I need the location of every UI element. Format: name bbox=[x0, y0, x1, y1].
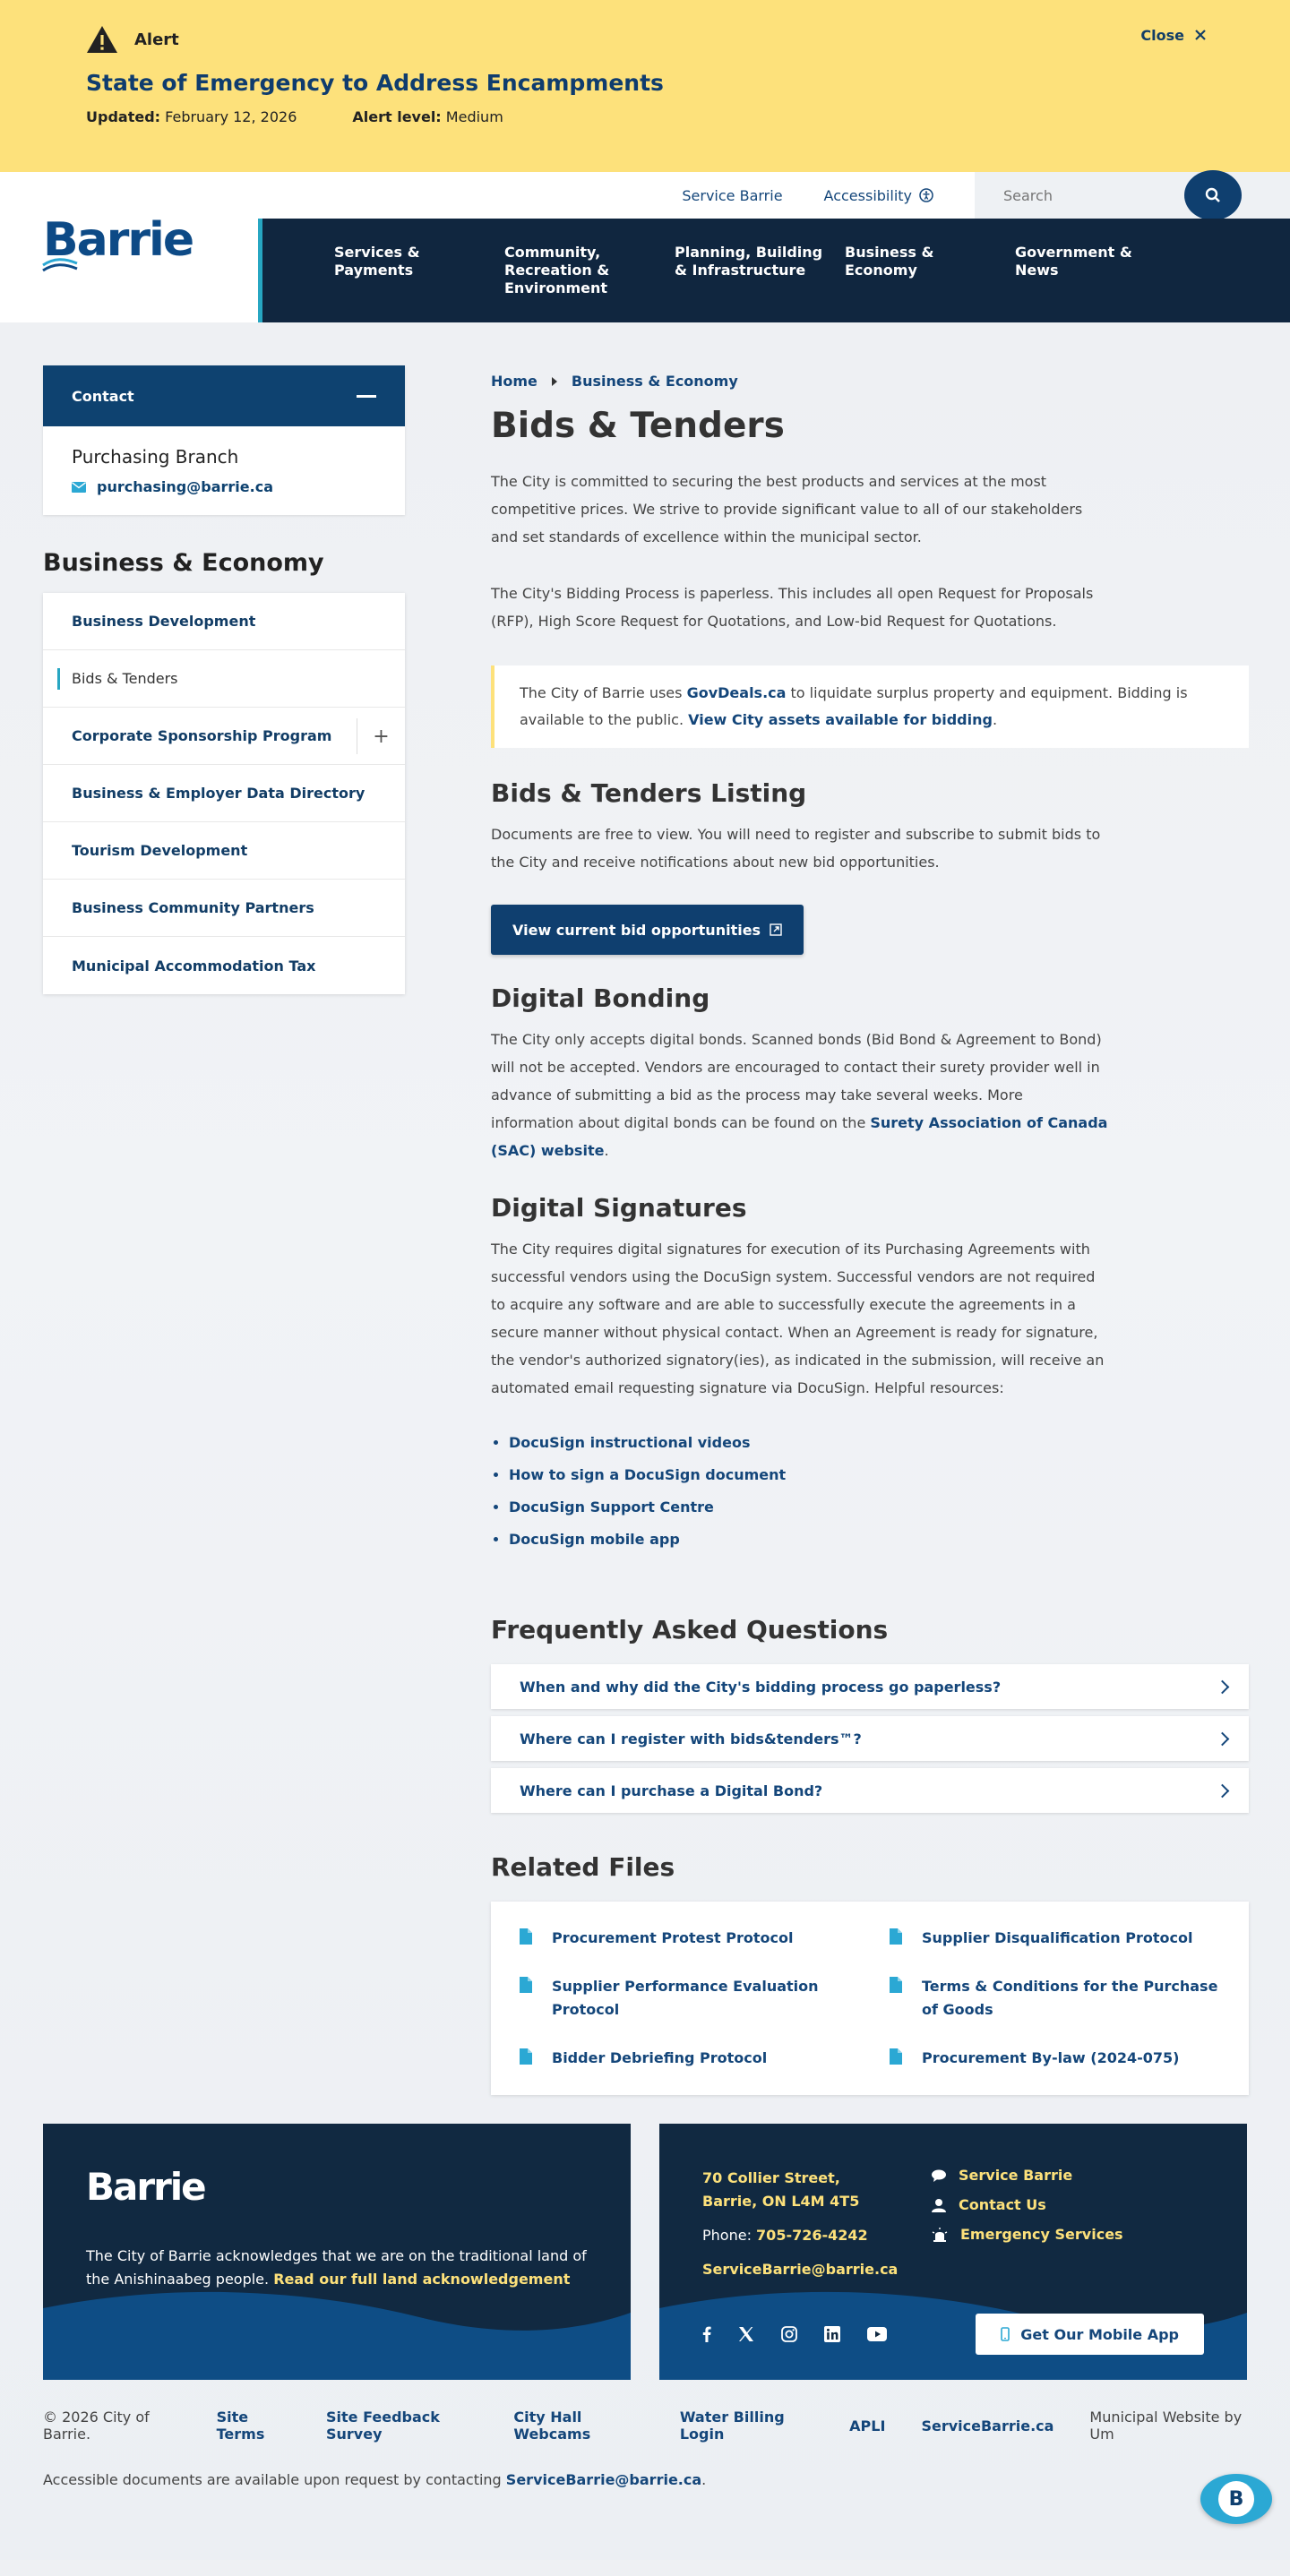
legal-link-feedback[interactable]: Site Feedback Survey bbox=[326, 2409, 440, 2443]
contact-card bbox=[43, 365, 405, 515]
footer-bottom-row bbox=[702, 2314, 1204, 2355]
alert-updated: Updated: February 12, 2026 bbox=[86, 108, 297, 125]
footer-left-panel bbox=[43, 2124, 631, 2380]
youtube-icon[interactable] bbox=[867, 2327, 887, 2341]
bonding-heading: Digital Bonding bbox=[491, 983, 710, 1013]
breadcrumb-current[interactable]: Business & Economy bbox=[571, 373, 738, 390]
faq-list bbox=[491, 1664, 1249, 1813]
footer-contact-columns bbox=[702, 2167, 1204, 2281]
phone-link[interactable]: 705-726-4242 bbox=[756, 2227, 868, 2244]
warning-icon bbox=[86, 25, 118, 54]
alert-banner bbox=[0, 0, 1290, 172]
contact-toggle[interactable] bbox=[43, 365, 405, 426]
nav-planning[interactable]: Planning, Building & Infrastructure bbox=[675, 244, 823, 279]
view-bid-opportunities-button[interactable]: View current bid opportunities bbox=[491, 905, 804, 955]
footer-address bbox=[702, 2167, 932, 2281]
alert-close-button[interactable] bbox=[1140, 27, 1206, 44]
signatures-heading: Digital Signatures bbox=[491, 1193, 747, 1223]
sidebar-item-data-directory[interactable]: Business & Employer Data Directory bbox=[43, 765, 405, 822]
page-title: Bids & Tenders bbox=[491, 406, 785, 446]
listing-heading: Bids & Tenders Listing bbox=[491, 778, 807, 808]
legal-link-webcams[interactable]: City Hall Webcams bbox=[513, 2409, 591, 2443]
contact-title: Contact bbox=[72, 387, 134, 405]
contact-email-link[interactable]: purchasing@barrie.ca bbox=[72, 478, 376, 495]
document-icon bbox=[890, 1928, 902, 1945]
intro-paragraph-1: The City is committed to securing the best products and services at the most competitive prices. We strive to provide significant value to all of our stakeholders and set standards of excellence within the municipal sector. bbox=[491, 473, 1083, 545]
external-link-icon bbox=[770, 923, 782, 936]
envelope-icon bbox=[72, 482, 86, 493]
resource-link-support[interactable]: • DocuSign Support Centre bbox=[509, 1491, 1249, 1524]
page-body bbox=[0, 322, 1290, 2560]
govdeals-note: The City of Barrie uses GovDeals.ca to liquidate surplus property and equipment. Bidding is available to the public. View City assets available for bidding. bbox=[491, 665, 1249, 748]
file-link[interactable]: Procurement Protest Protocol bbox=[520, 1927, 890, 1950]
site-header bbox=[0, 172, 1290, 322]
person-icon bbox=[932, 2198, 946, 2212]
related-files-heading: Related Files bbox=[491, 1852, 675, 1882]
footer-right-panel bbox=[659, 2124, 1247, 2380]
footer-email-link[interactable]: ServiceBarrie@barrie.ca bbox=[702, 2261, 899, 2278]
expand-plus-icon[interactable]: + bbox=[357, 718, 405, 754]
contact-name: Purchasing Branch bbox=[72, 446, 239, 468]
sidebar bbox=[43, 365, 405, 2095]
chat-bubble-icon bbox=[932, 2169, 946, 2182]
main-nav bbox=[258, 219, 1290, 322]
sac-website-link[interactable]: Surety Association of Canada (SAC) website bbox=[491, 1114, 1108, 1159]
land-acknowledgement-link[interactable]: Read our full land acknowledgement bbox=[273, 2271, 571, 2288]
land-acknowledgement: The City of Barrie acknowledges that we are on the traditional land of the Anishinaabeg people. Read our full land acknowledgement bbox=[86, 2247, 587, 2288]
chevron-right-icon bbox=[1216, 1731, 1230, 1746]
legal-link-servicebarrie[interactable]: ServiceBarrie.ca bbox=[921, 2417, 1054, 2434]
footer-logo[interactable]: Barrie bbox=[86, 2165, 205, 2209]
file-link[interactable]: Procurement By-law (2024-075) bbox=[890, 2047, 1220, 2070]
chat-logo-icon: B bbox=[1218, 2481, 1254, 2517]
instagram-icon[interactable] bbox=[781, 2326, 797, 2342]
search-box bbox=[975, 172, 1290, 219]
breadcrumb-home[interactable]: Home bbox=[491, 373, 538, 390]
address-line-1[interactable]: 70 Collier Street, bbox=[702, 2169, 840, 2186]
file-link[interactable]: Supplier Performance Evaluation Protocol bbox=[520, 1975, 890, 2022]
faq-item[interactable]: When and why did the City's bidding process go paperless? bbox=[491, 1664, 1249, 1709]
collapse-icon bbox=[357, 395, 376, 398]
accessibility-icon bbox=[919, 188, 933, 202]
siren-icon bbox=[932, 2228, 948, 2242]
document-icon bbox=[520, 1928, 532, 1945]
legal-link-site-terms[interactable]: Site Terms bbox=[216, 2409, 265, 2443]
content-wrapper bbox=[0, 322, 1290, 2095]
footer-links bbox=[932, 2167, 1123, 2281]
breadcrumb bbox=[491, 373, 1249, 390]
utility-bar bbox=[682, 172, 1290, 219]
close-icon bbox=[1195, 27, 1206, 44]
faq-item[interactable]: Where can I register with bids&tenders™? bbox=[491, 1716, 1249, 1761]
website-credit: Municipal Website by Um bbox=[1089, 2409, 1243, 2443]
sidebar-item-bids-tenders[interactable]: Bids & Tenders bbox=[43, 650, 405, 708]
alert-header bbox=[86, 25, 1204, 54]
sidebar-item-tourism[interactable]: Tourism Development bbox=[43, 822, 405, 880]
nav-business[interactable]: Business & Economy bbox=[845, 244, 934, 279]
alert-close-label: Close bbox=[1140, 27, 1184, 44]
x-twitter-icon[interactable] bbox=[738, 2326, 754, 2342]
mobile-phone-icon bbox=[1001, 2327, 1010, 2341]
document-icon bbox=[890, 2048, 902, 2065]
related-files-list bbox=[491, 1902, 1249, 2095]
signatures-paragraph: The City requires digital signatures for execution of its Purchasing Agreements with successful vendors using the DocuSign system. Successful vendors are not required to acquire any software and are able to successfully execute the agreements in a secure manner without physical contact. When an Agreement is ready for signature, the vendor's authorized signatory(ies), as indicated in the submission, will receive an automated email requesting signature via DocuSign. Helpful resources: bbox=[491, 1241, 1105, 1396]
footer-service-barrie-link[interactable]: Service Barrie bbox=[932, 2167, 1123, 2184]
file-link[interactable]: Bidder Debriefing Protocol bbox=[520, 2047, 890, 2070]
legal-links bbox=[0, 2380, 1290, 2443]
sidebar-item-corporate-sponsorship[interactable]: Corporate Sponsorship Program + bbox=[43, 708, 405, 765]
logo-text: Barrie bbox=[43, 213, 194, 267]
barrie-logo[interactable] bbox=[43, 213, 194, 274]
chat-assistant-button[interactable] bbox=[1200, 2474, 1272, 2524]
document-icon bbox=[520, 1977, 532, 1993]
footer-emergency-link[interactable]: Emergency Services bbox=[932, 2226, 1123, 2243]
listing-paragraph: Documents are free to view. You will need to register and subscribe to submit bids to the City and receive notifications about new bid opportunities. bbox=[491, 826, 1101, 871]
sidebar-menu bbox=[43, 593, 405, 994]
city-assets-link[interactable]: View City assets available for bidding bbox=[688, 711, 993, 728]
chevron-right-icon bbox=[1216, 1679, 1230, 1694]
get-mobile-app-button[interactable]: Get Our Mobile App bbox=[976, 2314, 1204, 2355]
resource-link-videos[interactable]: • DocuSign instructional videos bbox=[509, 1427, 1249, 1459]
legal-link-water-billing[interactable]: Water Billing Login bbox=[679, 2409, 785, 2443]
footer-phone: Phone: 705-726-4242 bbox=[702, 2227, 868, 2244]
footer-wave-decoration bbox=[43, 2281, 631, 2380]
chevron-right-icon bbox=[1216, 1783, 1230, 1798]
resources-list bbox=[491, 1427, 1249, 1556]
accessibility-note: Accessible documents are available upon request by contacting ServiceBarrie@barrie.ca. bbox=[43, 2471, 707, 2488]
accessible-docs-email-link[interactable]: ServiceBarrie@barrie.ca bbox=[505, 2471, 702, 2488]
file-link[interactable]: Terms & Conditions for the Purchase of Goods bbox=[890, 1975, 1220, 2022]
nav-community[interactable]: Community, Recreation & Environment bbox=[504, 244, 610, 296]
document-icon bbox=[520, 2048, 532, 2065]
alert-meta bbox=[86, 108, 1204, 125]
nav-services-payments[interactable]: Services & Payments bbox=[334, 244, 420, 279]
search-input[interactable] bbox=[1003, 187, 1182, 204]
intro-paragraph-2: The City's Bidding Process is paperless. This includes all open Request for Proposals (RFP), High Score Request for Quotations, and Low-bid Request for Quotations. bbox=[491, 585, 1094, 630]
facebook-icon[interactable] bbox=[702, 2326, 711, 2342]
search-button[interactable] bbox=[1184, 170, 1242, 220]
legal-link-apli[interactable]: APLI bbox=[849, 2417, 886, 2434]
breadcrumb-separator-icon bbox=[552, 377, 557, 386]
faq-heading: Frequently Asked Questions bbox=[491, 1615, 889, 1644]
file-link[interactable]: Supplier Disqualification Protocol bbox=[890, 1927, 1220, 1950]
social-links bbox=[702, 2326, 887, 2342]
address-line-2[interactable]: Barrie, ON L4M 4T5 bbox=[702, 2193, 860, 2210]
sidebar-item-business-development[interactable]: Business Development bbox=[43, 593, 405, 650]
footer-contact-us-link[interactable]: Contact Us bbox=[932, 2196, 1123, 2213]
copyright: © 2026 City of Barrie. bbox=[43, 2409, 150, 2443]
alert-level: Alert level: Medium bbox=[352, 108, 503, 125]
linkedin-icon[interactable] bbox=[824, 2326, 840, 2342]
sidebar-section-title: Business & Economy bbox=[43, 549, 324, 577]
sidebar-item-accommodation-tax[interactable]: Municipal Accommodation Tax bbox=[72, 957, 316, 975]
faq-item[interactable]: Where can I purchase a Digital Bond? bbox=[491, 1768, 1249, 1813]
resource-link-mobile-app[interactable]: • DocuSign mobile app bbox=[509, 1524, 1249, 1556]
service-barrie-link[interactable]: Service Barrie bbox=[682, 186, 783, 204]
alert-title[interactable]: State of Emergency to Address Encampments bbox=[86, 70, 664, 96]
sidebar-item-community-partners[interactable]: Business Community Partners bbox=[43, 880, 405, 937]
accessibility-link[interactable]: Accessibility bbox=[824, 187, 933, 204]
alert-label: Alert bbox=[134, 30, 179, 49]
main-content bbox=[491, 365, 1249, 2095]
contact-body bbox=[43, 426, 405, 515]
logo-wave-icon bbox=[41, 256, 99, 274]
resource-link-how-to-sign[interactable]: • How to sign a DocuSign document bbox=[509, 1459, 1249, 1491]
footer-panels bbox=[0, 2124, 1290, 2380]
document-icon bbox=[890, 1977, 902, 1993]
nav-government[interactable]: Government & News bbox=[1015, 244, 1132, 279]
site-footer bbox=[0, 2124, 1290, 2488]
search-icon bbox=[1205, 187, 1221, 203]
bonding-paragraph: The City only accepts digital bonds. Scanned bonds (Bid Bond & Agreement to Bond) will not be accepted. Vendors are encouraged to contact their surety provider well in advance of submitting a bid as the process may take several weeks. More information about digital bonds can be found on the Surety Association of Canada (SAC) website. bbox=[491, 1031, 1108, 1159]
govdeals-link[interactable]: GovDeals.ca bbox=[686, 684, 787, 701]
